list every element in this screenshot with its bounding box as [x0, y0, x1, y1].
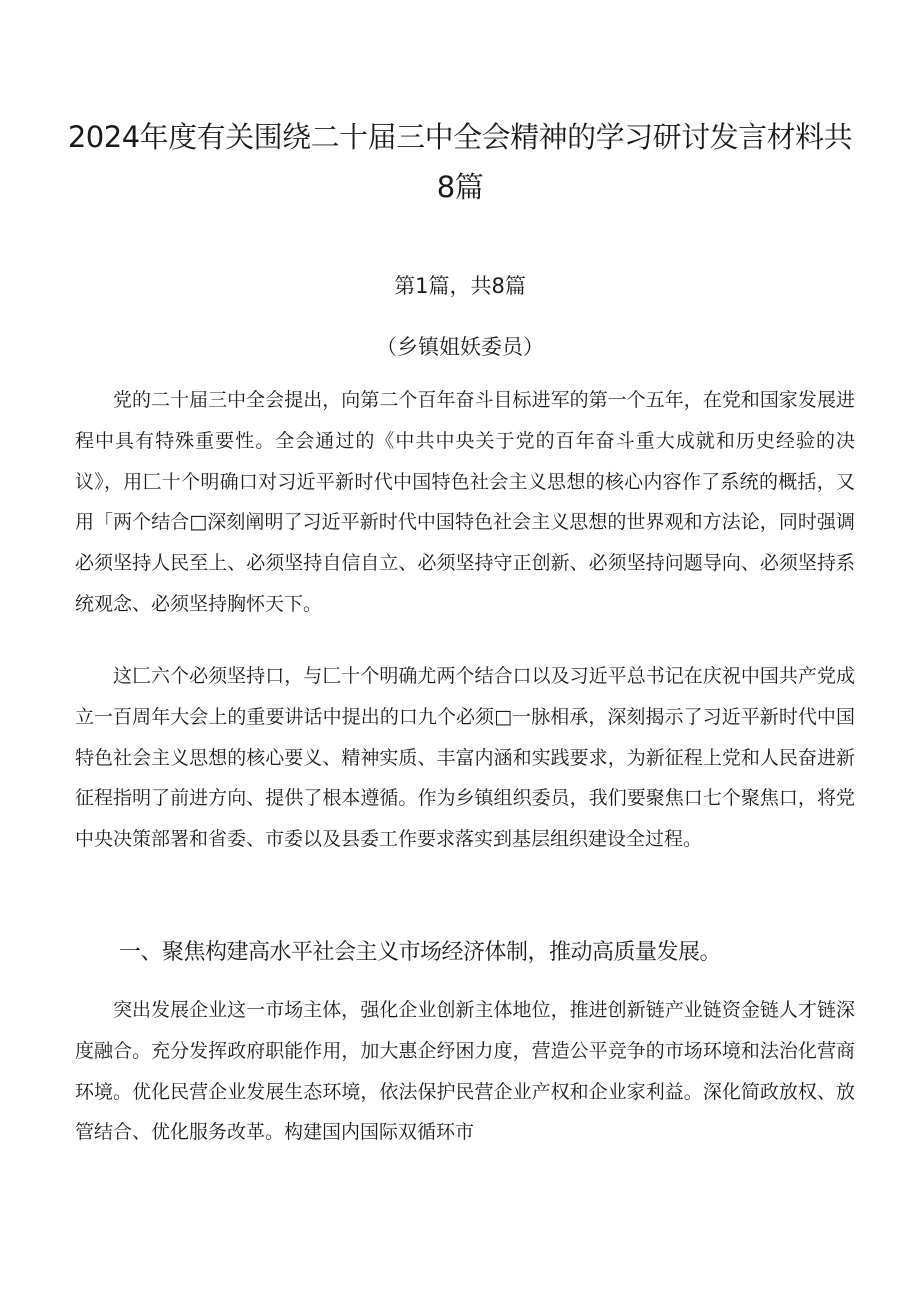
- body-paragraph: 党的二十届三中全会提出，向第二个百年奋斗目标进军的第一个五年，在党和国家发展进程中具有特殊重要性。全会通过的《中共中央关于党的百年奋斗重大成就和历史经验的决议》，用匚十个明确口对习近平新时代中国特色社会主义思想的核心内容作了系统的概括，又用「两个结合□深刻阐明了习近平新时代中国特色社会主义思想的世界观和方法论，同时强调必须坚持人民至上、必须坚持自信自立、必须坚持守正创新、必须坚持问题导向、必须坚持系统观念、必须坚持胸怀天下。: [75, 389, 855, 615]
- section-heading: 一、聚焦构建高水平社会主义市场经济体制，推动高质量发展。: [119, 940, 722, 965]
- body-paragraph: 这匚六个必须坚持口，与匚十个明确尤两个结合口以及习近平总书记在庆祝中国共产党成立一百周年大会上的重要讲话中提出的口九个必须□一脉相承，深刻揭示了习近平新时代中国特色社会主义思想的核心要义、精神实质、丰富内涵和实践要求，为新征程上党和人民奋进新征程指明了前进方向、提供了根本遵循。作为乡镇组织委员，我们要聚焦口七个聚焦口，将党中央决策部署和省委、市委以及县委工作要求落实到基层组织建设全过程。: [75, 665, 855, 851]
- author-role: （乡镇姐妖委员）: [376, 335, 544, 359]
- document-title: 2024年度有关围绕二十届三中全会精神的学习研讨发言材料共8篇: [67, 120, 853, 204]
- section-paragraph: 突出发展企业这一市场主体，强化企业创新主体地位，推进创新链产业链资金链人才链深度融合。充分发挥政府职能作用，加大惠企纾困力度，营造公平竞争的市场环境和法治化营商环境。优化民营企业发展生态环境，依法保护民营企业产权和企业家利益。深化简政放权、放管结合、优化服务改革。构建国内国际双循环市: [75, 999, 855, 1144]
- part-label: 第1篇，共8篇: [394, 274, 526, 298]
